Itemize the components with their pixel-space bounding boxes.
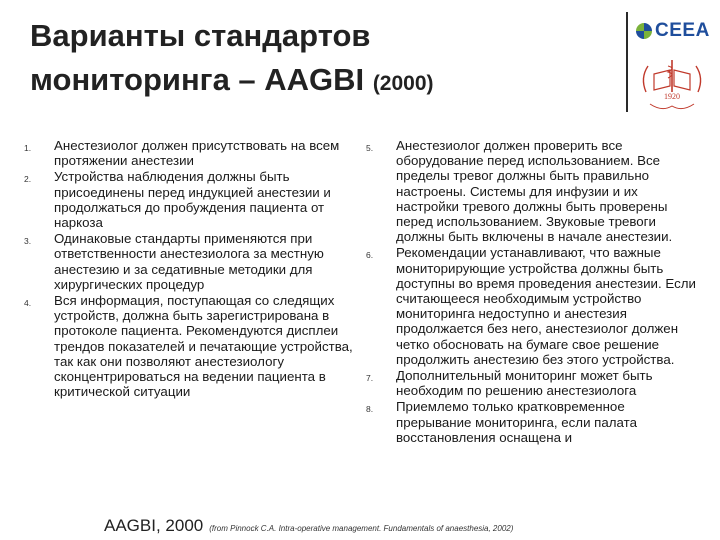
list-item-text: Рекомендации устанавливают, что важные мониторирующие устройства должны быть доступны во время проведения анестезии. Если считающееся необходимым устройство мониторинга недоступно и анестезия продолжается без него, анестезиолог должен четко обосновать на бумаге свое решение продолжить анестезию без этого устройства. bbox=[396, 245, 696, 367]
list-item bbox=[366, 368, 702, 398]
list-item-number: 7. bbox=[366, 373, 374, 384]
seal-year: 1920 bbox=[664, 92, 680, 101]
list-item-text: Дополнительный мониторинг может быть необходим по решению анестезиолога bbox=[396, 368, 653, 399]
list-item-number: 2. bbox=[24, 174, 32, 185]
list-item-text: Устройства наблюдения должны быть присоединены перед индукцией анестезии и продолжаться до пробуждения пациента от наркоза bbox=[54, 169, 331, 231]
list-item-number: 1. bbox=[24, 143, 32, 153]
ceea-logo-icon bbox=[636, 23, 652, 39]
list-item bbox=[366, 138, 702, 244]
ceea-logo-text: CEEA bbox=[655, 20, 710, 41]
list-item-text: Анестезиолог должен проверить все оборудование перед использованием. Все пределы тревог должны быть правильно настроены. Системы для инфузии и их настройки тревого должны быть проверены перед использованием. Звуковые тревоги должны быть включены в начале анестезии. bbox=[396, 138, 673, 245]
footer-source: AAGBI, 2000 bbox=[104, 516, 204, 535]
footer-citation: (from Pinnock C.A. Intra-operative management. Fundamentals of anaesthesia, 2002) bbox=[209, 524, 514, 533]
society-seal-icon bbox=[632, 52, 712, 114]
list-item bbox=[24, 138, 354, 168]
list-item-text: Вся информация, поступающая со следящих устройств, должна быть зарегистрирована в протоколе пациента. Рекомендуются дисплеи трендов показателей и печатающие устройства, так как они позволяют анестезиологу сконцентрироваться на ведении пациента в критической ситуации bbox=[54, 293, 353, 400]
title-line-2: мониторинга – AAGBI bbox=[30, 62, 365, 97]
list-item-text: Приемлемо только кратковременное прерывание мониторинга, если палата восстановления оснащена и bbox=[396, 399, 637, 445]
title-year: (2000) bbox=[372, 72, 434, 95]
list-item-number: 3. bbox=[24, 236, 32, 247]
list-item bbox=[366, 399, 702, 445]
list-item-text: Одинаковые стандарты применяются при ответственности анестезиолога за местную анестезию и за седативные методики для хирургических процедур bbox=[54, 231, 324, 292]
header-divider bbox=[626, 12, 628, 112]
title-line-1: Варианты стандартов bbox=[30, 18, 371, 53]
list-item-number: 5. bbox=[366, 143, 374, 153]
list-item bbox=[366, 245, 702, 367]
list-item bbox=[24, 231, 354, 292]
left-column bbox=[24, 138, 354, 400]
slide-title bbox=[30, 14, 590, 106]
list-item bbox=[24, 293, 354, 399]
list-item-text: Анестезиолог должен присутствовать на всем протяжении анестезии bbox=[54, 138, 340, 169]
right-column bbox=[366, 138, 702, 446]
slide-footer bbox=[104, 516, 704, 536]
list-item bbox=[24, 169, 354, 230]
list-item-number: 6. bbox=[366, 250, 374, 261]
ceea-logo bbox=[636, 20, 714, 42]
list-item-number: 4. bbox=[24, 298, 32, 309]
list-item-number: 8. bbox=[366, 404, 374, 415]
